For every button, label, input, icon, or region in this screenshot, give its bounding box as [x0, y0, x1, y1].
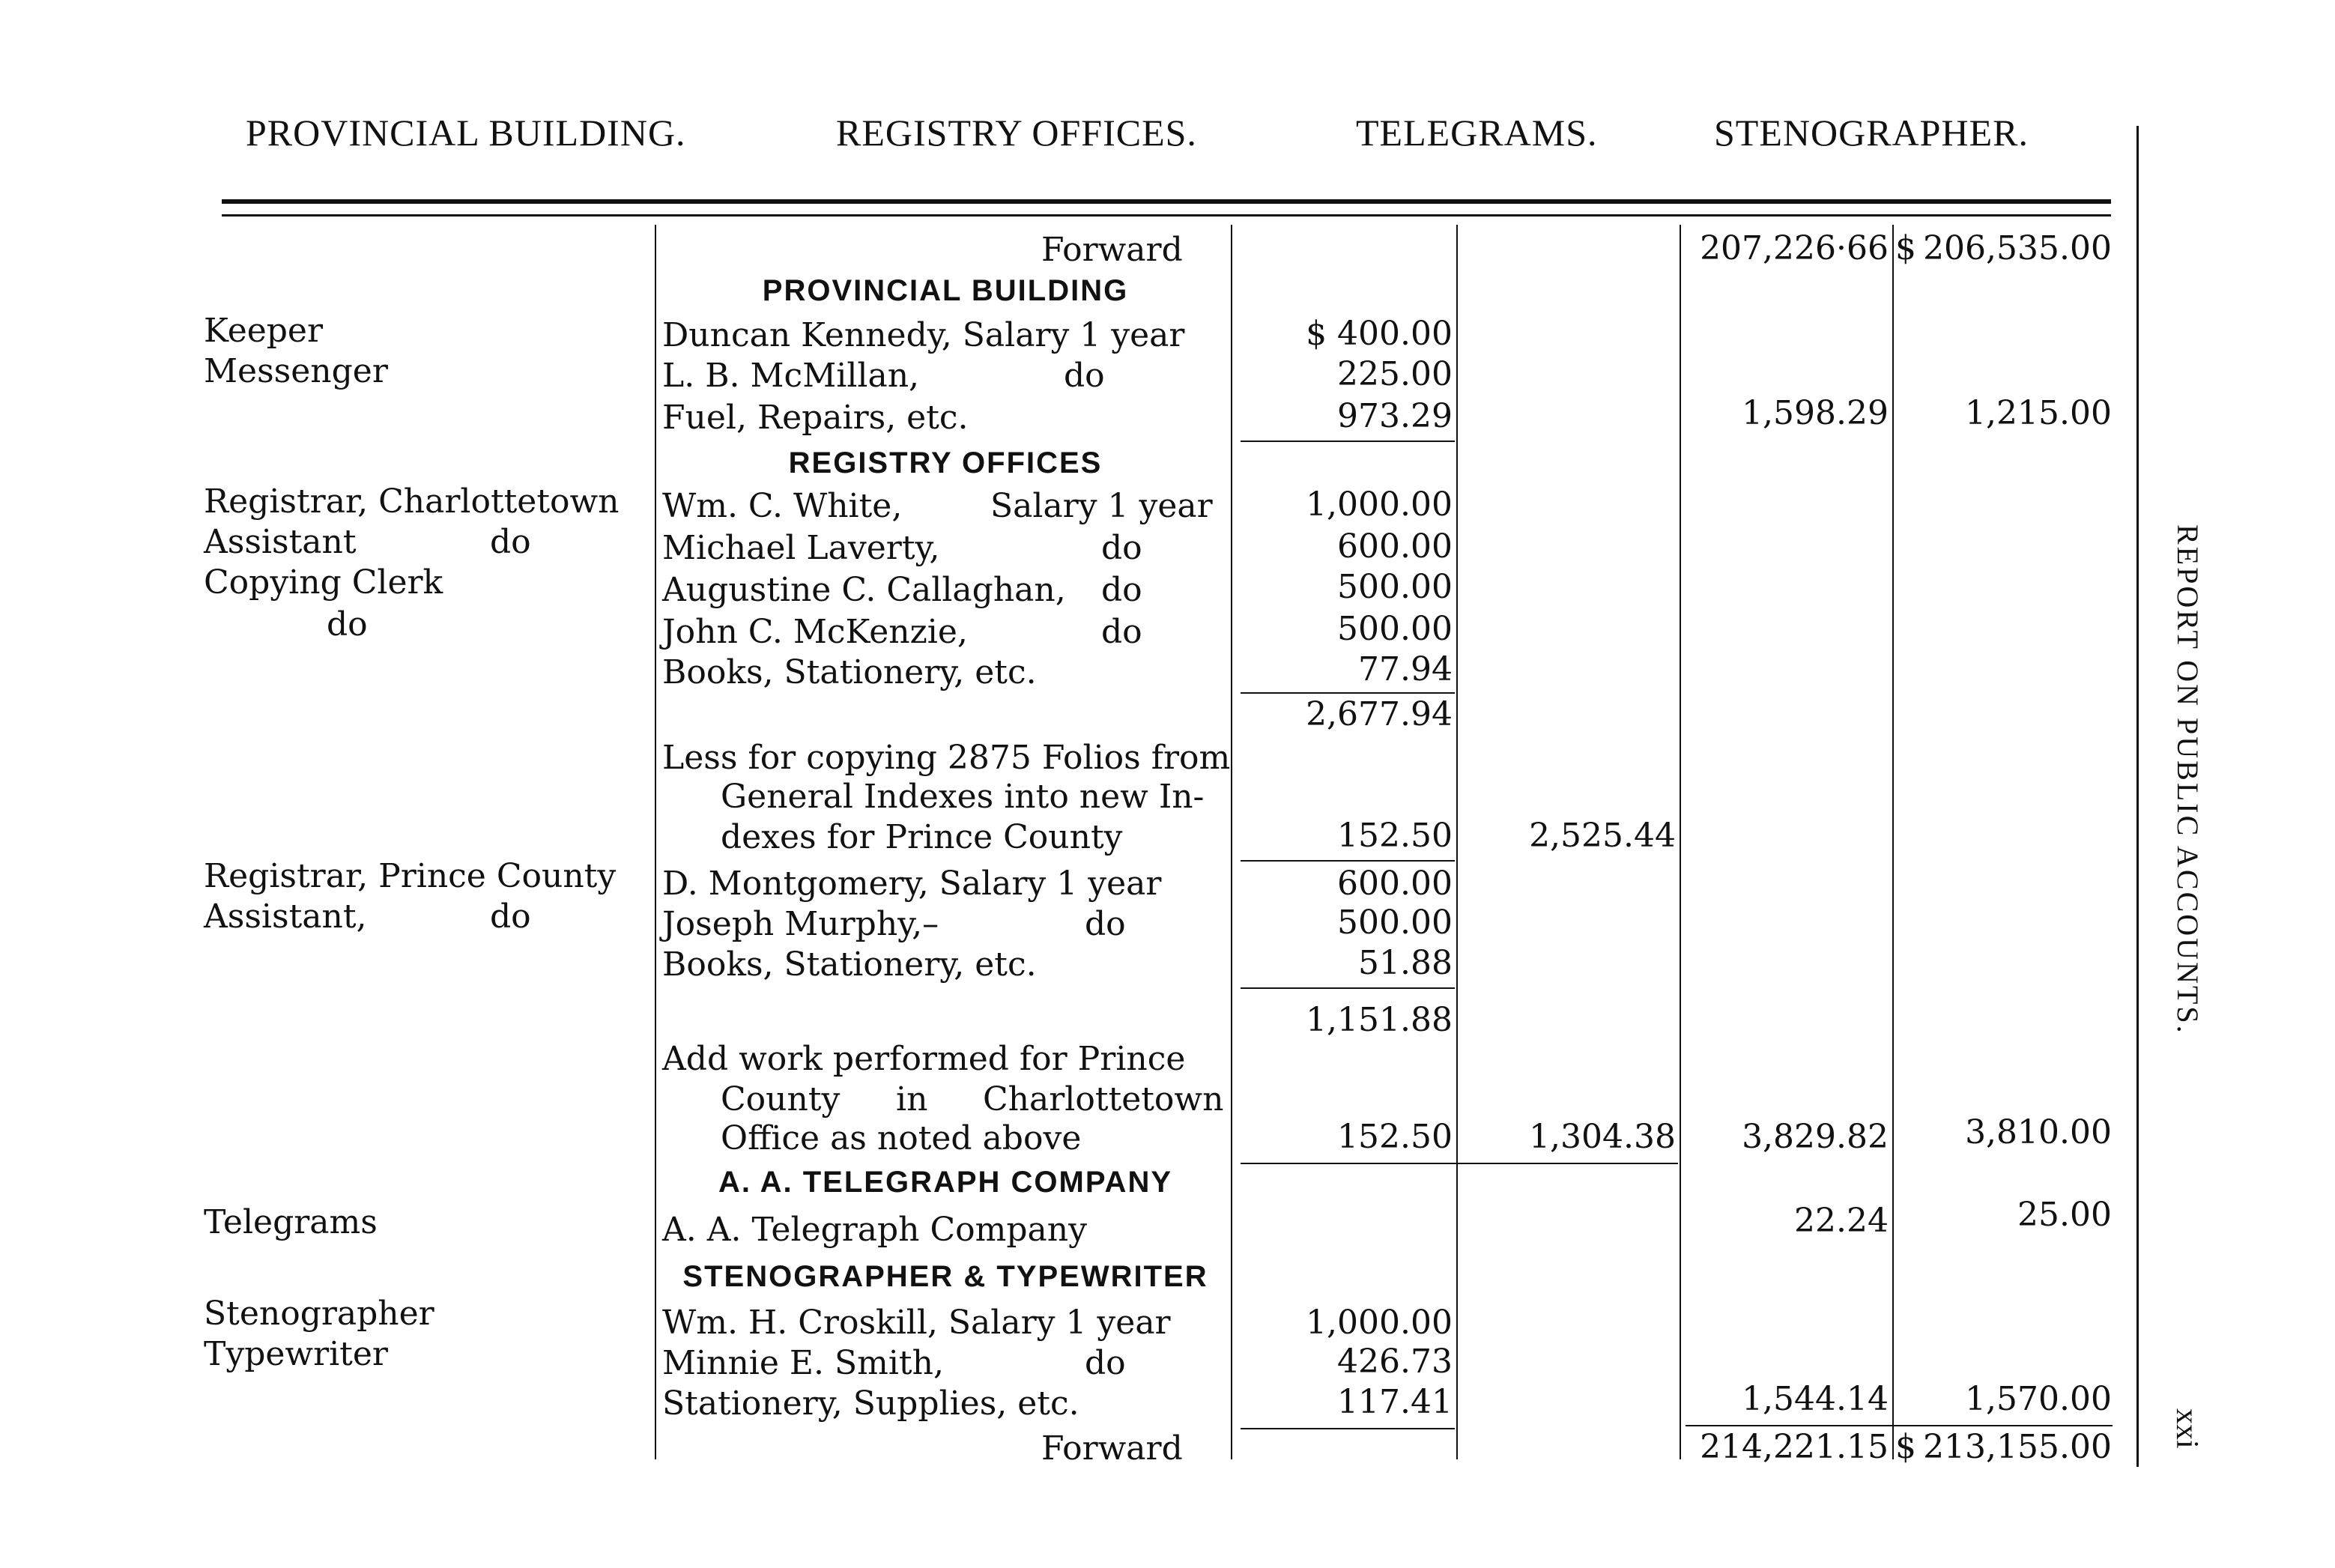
ditto-assistant-prince-county: do [1085, 905, 1126, 943]
column-rule-c2 [1680, 225, 1681, 1459]
role-assistant-charlottetown: Assistant [204, 523, 357, 561]
desc-less-line2: General Indexes into new In- [721, 778, 1205, 816]
underline-less [1241, 860, 1455, 862]
total-steno-c4: 1,570.00 [1965, 1380, 2112, 1418]
forward-top-c4: 206,535.00 [1923, 229, 2112, 267]
amount-stationery: 117.41 [1337, 1383, 1453, 1421]
amount-stenographer: 1,000.00 [1306, 1304, 1453, 1342]
section-registry-offices: REGISTRY OFFICES [788, 447, 1103, 479]
ditto-assistant-charlottetown: do [1101, 529, 1142, 567]
role-typewriter: Typewriter [204, 1335, 388, 1373]
role-assistant-prince-county: Assistant, [204, 897, 367, 936]
total-telegrams-c4: 25.00 [2017, 1196, 2112, 1234]
amount-assistant-charlottetown: 600.00 [1337, 527, 1453, 566]
desc-stenographer: Wm. H. Croskill, Salary 1 year [662, 1304, 1171, 1342]
underline-prince-county [1241, 987, 1455, 989]
total-registry-c4: 3,810.00 [1965, 1113, 2112, 1151]
forward-top-label: Forward [1041, 231, 1183, 269]
desc-fuel: Fuel, Repairs, etc. [662, 399, 969, 437]
desc-assistant-charlottetown: Michael Laverty, [662, 529, 940, 567]
desc-registrar-prince-county: D. Montgomery, Salary 1 year [662, 865, 1162, 903]
amount-books-prince-county: 51.88 [1358, 944, 1453, 982]
desc-less-line3: dexes for Prince County [721, 818, 1123, 856]
underline-provincial [1241, 441, 1455, 442]
desc-messenger: L. B. McMillan, [662, 357, 920, 395]
role-ditto-assistant-charlottetown: do [490, 523, 531, 561]
subtotal-prince-county: 1,151.88 [1306, 1001, 1453, 1039]
underline-charlottetown [1241, 692, 1455, 694]
header-telegrams: TELEGRAMS. [1356, 112, 1598, 154]
net-charlottetown: 2,525.44 [1529, 817, 1676, 855]
amount-assistant-prince-county: 500.00 [1337, 903, 1453, 942]
forward-bottom-label: Forward [1041, 1429, 1183, 1468]
side-title: REPORT ON PUBLIC ACCOUNTS. [2171, 524, 2205, 1035]
subtotal-charlottetown: 2,677.94 [1306, 695, 1453, 733]
ditto-copying-clerk: do [1101, 571, 1142, 609]
header-rule-thick [222, 199, 2111, 204]
underline-add-work [1241, 1163, 1678, 1164]
forward-bottom-c4: 213,155.00 [1923, 1428, 2112, 1466]
desc-copying-clerk: Augustine C. Callaghan, [662, 571, 1066, 609]
column-rule-c1 [1456, 225, 1458, 1459]
desc2-registrar-charlottetown: Salary 1 year [990, 487, 1213, 525]
total-provincial-c3: 1,598.29 [1742, 394, 1889, 432]
underline-steno-c1 [1241, 1428, 1455, 1429]
section-stenographer-typewriter: STENOGRAPHER & TYPEWRITER [682, 1260, 1208, 1293]
ditto-typewriter: do [1085, 1344, 1126, 1382]
amount-add-work: 152.50 [1337, 1118, 1453, 1156]
desc-add-line2c: Charlottetown [983, 1080, 1224, 1119]
desc-telegraph-company: A. A. Telegraph Company [662, 1211, 1087, 1249]
section-provincial-building: PROVINCIAL BUILDING [762, 274, 1129, 307]
role-registrar-prince-county: Registrar, Prince County [204, 857, 617, 895]
page-number: xxi [2169, 1408, 2204, 1449]
role-keeper: Keeper [204, 312, 324, 350]
desc-books-prince-county: Books, Stationery, etc. [662, 945, 1037, 984]
desc-add-line1: Add work performed for Prince [662, 1040, 1186, 1078]
amount-john-mckenzie: 500.00 [1337, 610, 1453, 648]
desc-add-line2a: County [721, 1080, 841, 1119]
desc-less-line1: Less for copying 2875 Folios from [662, 739, 1231, 777]
amount-messenger: 225.00 [1337, 355, 1453, 393]
role-messenger: Messenger [204, 352, 388, 390]
column-rule-left [655, 225, 656, 1459]
desc-keeper: Duncan Kennedy, Salary 1 year [662, 316, 1185, 354]
column-rule-c3 [1892, 225, 1894, 1459]
amount-fuel: 973.29 [1337, 397, 1453, 435]
total-steno-c3: 1,544.14 [1742, 1380, 1889, 1418]
header-provincial-building: PROVINCIAL BUILDING. [246, 112, 686, 154]
role-copying-clerk: Copying Clerk [204, 563, 443, 602]
ditto-messenger: do [1064, 357, 1105, 395]
amount-registrar-prince-county: 600.00 [1337, 865, 1453, 903]
underline-steno-c3c4 [1686, 1425, 2113, 1426]
desc-typewriter: Minnie E. Smith, [662, 1344, 944, 1382]
desc-books-charlottetown: Books, Stationery, etc. [662, 653, 1037, 691]
header-rule-thin [222, 214, 2111, 217]
role-stenographer: Stenographer [204, 1295, 434, 1333]
amount-copying-clerk: 500.00 [1337, 568, 1453, 606]
total-registry-c3: 3,829.82 [1742, 1118, 1889, 1156]
role-registrar-charlottetown: Registrar, Charlottetown [204, 482, 620, 521]
forward-top-dollar: $ [1895, 229, 1916, 267]
total-provincial-c4: 1,215.00 [1965, 394, 2112, 432]
header-registry-offices: REGISTRY OFFICES. [836, 112, 1197, 154]
amount-less-copying: 152.50 [1337, 817, 1453, 855]
column-rule-desc [1231, 225, 1232, 1459]
header-stenographer: STENOGRAPHER. [1714, 112, 2029, 154]
right-margin-rule [2136, 126, 2139, 1467]
ditto-john-mckenzie: do [1101, 613, 1142, 651]
desc-add-line3: Office as noted above [721, 1119, 1082, 1157]
desc-stationery: Stationery, Supplies, etc. [662, 1384, 1079, 1423]
forward-top-c3: 207,226·66 [1700, 229, 1889, 267]
role-ditto-copying: do [327, 605, 368, 644]
amount-typewriter: 426.73 [1337, 1343, 1453, 1381]
role-telegrams: Telegrams [204, 1203, 378, 1241]
forward-bottom-dollar: $ [1895, 1428, 1916, 1466]
role-ditto-assistant-prince-county: do [490, 897, 531, 936]
desc-registrar-charlottetown: Wm. C. White, [662, 487, 903, 525]
amount-keeper: $ 400.00 [1306, 315, 1453, 353]
desc-john-mckenzie: John C. McKenzie, [662, 613, 968, 651]
desc-add-line2b: in [896, 1080, 928, 1119]
amount-registrar-charlottetown: 1,000.00 [1306, 485, 1453, 524]
section-telegraph-company: A. A. TELEGRAPH COMPANY [718, 1166, 1173, 1199]
net-prince-county: 1,304.38 [1529, 1118, 1676, 1156]
amount-books-charlottetown: 77.94 [1358, 650, 1453, 688]
forward-bottom-c3: 214,221.15 [1700, 1428, 1889, 1466]
total-telegrams-c3: 22.24 [1794, 1202, 1889, 1240]
desc-assistant-prince-county: Joseph Murphy,– [662, 905, 939, 943]
